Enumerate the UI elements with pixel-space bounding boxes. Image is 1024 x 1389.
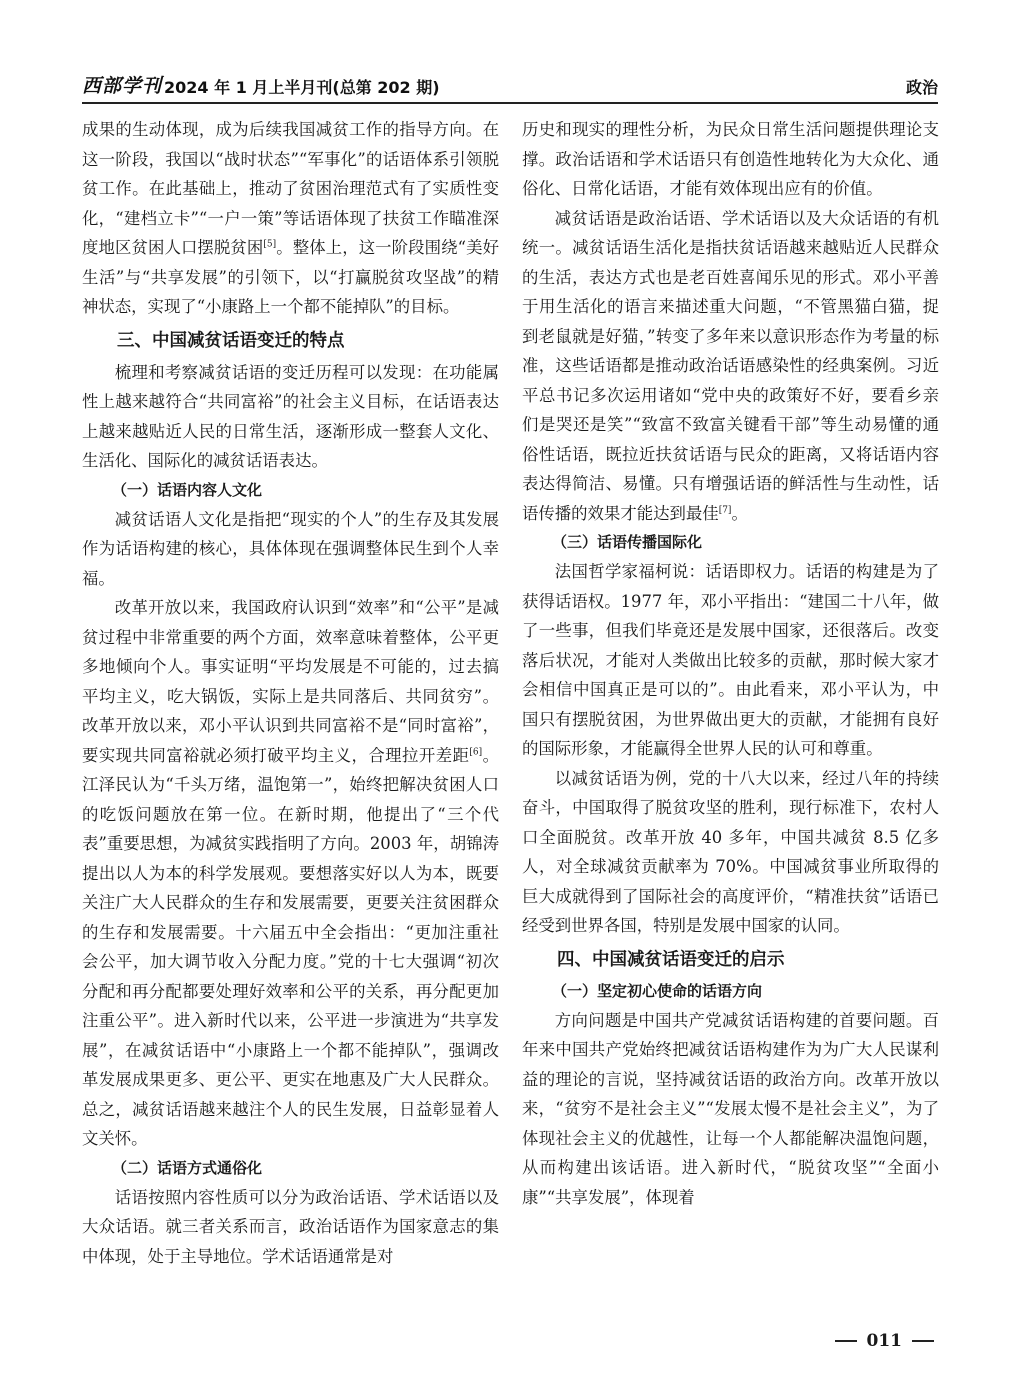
section-heading: 三、中国减贫话语变迁的特点 xyxy=(117,330,345,351)
left-column xyxy=(82,115,499,1271)
footer-dash-right xyxy=(912,1340,934,1342)
paragraph: 减贫话语是政治话语、学术话语以及大众话语的有机统一。减贫话语生活化是指扶贫话语越来越贴近人民群众的生活，表达方式也是老百姓喜闻乐见的形式。邓小平善于用生活化的语言来描述重大问题，“不管黑猫白猫，捉到老鼠就是好猫，”转变了多年来以意识形态作为考量的标准，这些话语都是推动政治话语感染性的经典案例。习近平总书记多次运用诸如“党中央的政策好不好，要看乡亲们是哭还是笑”“致富不致富关键看干部”等生动易懂的通俗性话语，既拉近扶贫话语与民众的距离，又将话语内容表达得简洁、易懂。只有增强话语的鲜活性与生动性，话语传播的效果才能达到最佳[7]。 xyxy=(522,208,939,523)
page-footer xyxy=(835,1331,935,1351)
paragraph: 减贫话语人文化是指把“现实的个人”的生存及其发展作为话语构建的核心，具体体现在强调整体民生到个人幸福。 xyxy=(82,509,499,588)
paragraph: 方向问题是中国共产党减贫话语构建的首要问题。百年来中国共产党始终把减贫话语构建作为为广大人民谋利益的理论的言说，坚持减贫话语的政治方向。改革开放以来，“贫穷不是社会主义”“发展太慢不是社会主义”，为了体现社会主义的优越性，让每一个人都能解决温饱问题，从而构建出该话语。进入新时代，“脱贫攻坚”“全面小康”“共享发展”，体现着 xyxy=(522,1010,939,1207)
subsection-heading: （一）坚定初心使命的话语方向 xyxy=(552,981,763,1000)
subsection-heading: （二）话语方式通俗化 xyxy=(112,1158,263,1177)
subsection-heading: （一）话语内容人文化 xyxy=(112,480,263,499)
paragraph: 法国哲学家福柯说：话语即权力。话语的构建是为了获得话语权。1977 年，邓小平指出：“建国二十八年，做了一些事，但我们毕竟还是发展中国家，还很落后。改变落后状况，才能对人类做出比较多的贡献，那时候大家才会相信中国真正是可以的”。由此看来，邓小平认为，中国只有摆脱贫困，为世界做出更大的贡献，才能拥有良好的国际形象，才能赢得全世界人民的认可和尊重。 xyxy=(522,562,939,758)
running-header xyxy=(82,68,938,104)
paragraph: 历史和现实的理性分析，为民众日常生活问题提供理论支撑。政治话语和学术话语只有创造性地转化为大众化、通俗化、日常化话语，才能有效体现出应有的价值。 xyxy=(522,120,939,198)
citation-ref: [5] xyxy=(263,239,277,250)
paragraph: 梳理和考察减贫话语的变迁历程可以发现：在功能属性上越来越符合“共同富裕”的社会主义目标，在话语表达上越来越贴近人民的日常生活，逐渐形成一整套人文化、生活化、国际化的减贫话语表达。 xyxy=(82,362,499,470)
subsection-heading: （三）话语传播国际化 xyxy=(552,533,703,551)
paragraph: 以减贫话语为例，党的十八大以来，经过八年的持续奋斗，中国取得了脱贫攻坚的胜利，现行标准下，农村人口全面脱贫。改革开放 40 多年，中国共减贫 8.5 亿多人，对全球减贫贡献率为 70%。中国减贫事业所取得的巨大成就得到了国际社会的高度评价，“精准扶贫”话语已经受到世界各国，特别是发展中国家的认同。 xyxy=(522,768,939,935)
issue-info: 2024 年 1 月上半月刊(总第 202 期) xyxy=(164,78,440,97)
footer-dash-left xyxy=(835,1340,857,1342)
section-name: 政治 xyxy=(905,78,938,97)
journal-logo: 西部学刊 xyxy=(82,75,163,97)
header-left xyxy=(82,71,440,98)
paragraph: 话语按照内容性质可以分为政治话语、学术话语以及大众话语。就三者关系而言，政治话语作为国家意志的集中体现，处于主导地位。学术话语通常是对 xyxy=(82,1187,499,1266)
right-column xyxy=(522,115,939,1212)
paragraph: 成果的生动体现，成为后续我国减贫工作的指导方向。在这一阶段，我国以“战时状态”“军事化”的话语体系引领脱贫工作。在此基础上，推动了贫困治理范式有了实质性变化，“建档立卡”“一户一策”等话语体现了扶贫工作瞄准深度地区贫困人口摆脱贫困[5]。整体上，这一阶段围绕“美好生活”与“共享发展”的引领下，以“打赢脱贫攻坚战”的精神状态，实现了“小康路上一个都不能掉队”的目标。 xyxy=(82,120,499,316)
page-number: 011 xyxy=(866,1331,902,1351)
section-heading: 四、中国减贫话语变迁的启示 xyxy=(557,949,785,970)
citation-ref: [6] xyxy=(469,747,483,758)
paragraph: 改革开放以来，我国政府认识到“效率”和“公平”是减贫过程中非常重要的两个方面，效率意味着整体，公平更多地倾向个人。事实证明“平均发展是不可能的，过去搞平均主义，吃大锅饭，实际上是共同落后、共同贫穷”。改革开放以来，邓小平认识到共同富裕不是“同时富裕”，要实现共同富裕就必须打破平均主义，合理拉开差距[6]。江泽民认为“千头万绪，温饱第一”，始终把解决贫困人口的吃饭问题放在第一位。在新时期，他提出了“三个代表”重要思想，为减贫实践指明了方向。2003 年，胡锦涛提出以人为本的科学发展观。要想落实好以人为本，既要关注广大人民群众的生存和发展需要，更要关注贫困群众的生存和发展需要。十六届五中全会指出：“更加注重社会公平，加大调节收入分配力度。”党的十七大强调“初次分配和再分配都要处理好效率和公平的关系，再分配更加注重公平”。进入新时代以来，公平进一步演进为“共享发展”，在减贫话语中“小康路上一个都不能掉队”，强调改革发展成果更多、更公平、更实在地惠及广大人民群众。总之，减贫话语越来越注个人的民生发展，日益彰显着人文关怀。 xyxy=(82,598,499,1148)
citation-ref: [7] xyxy=(718,505,732,516)
